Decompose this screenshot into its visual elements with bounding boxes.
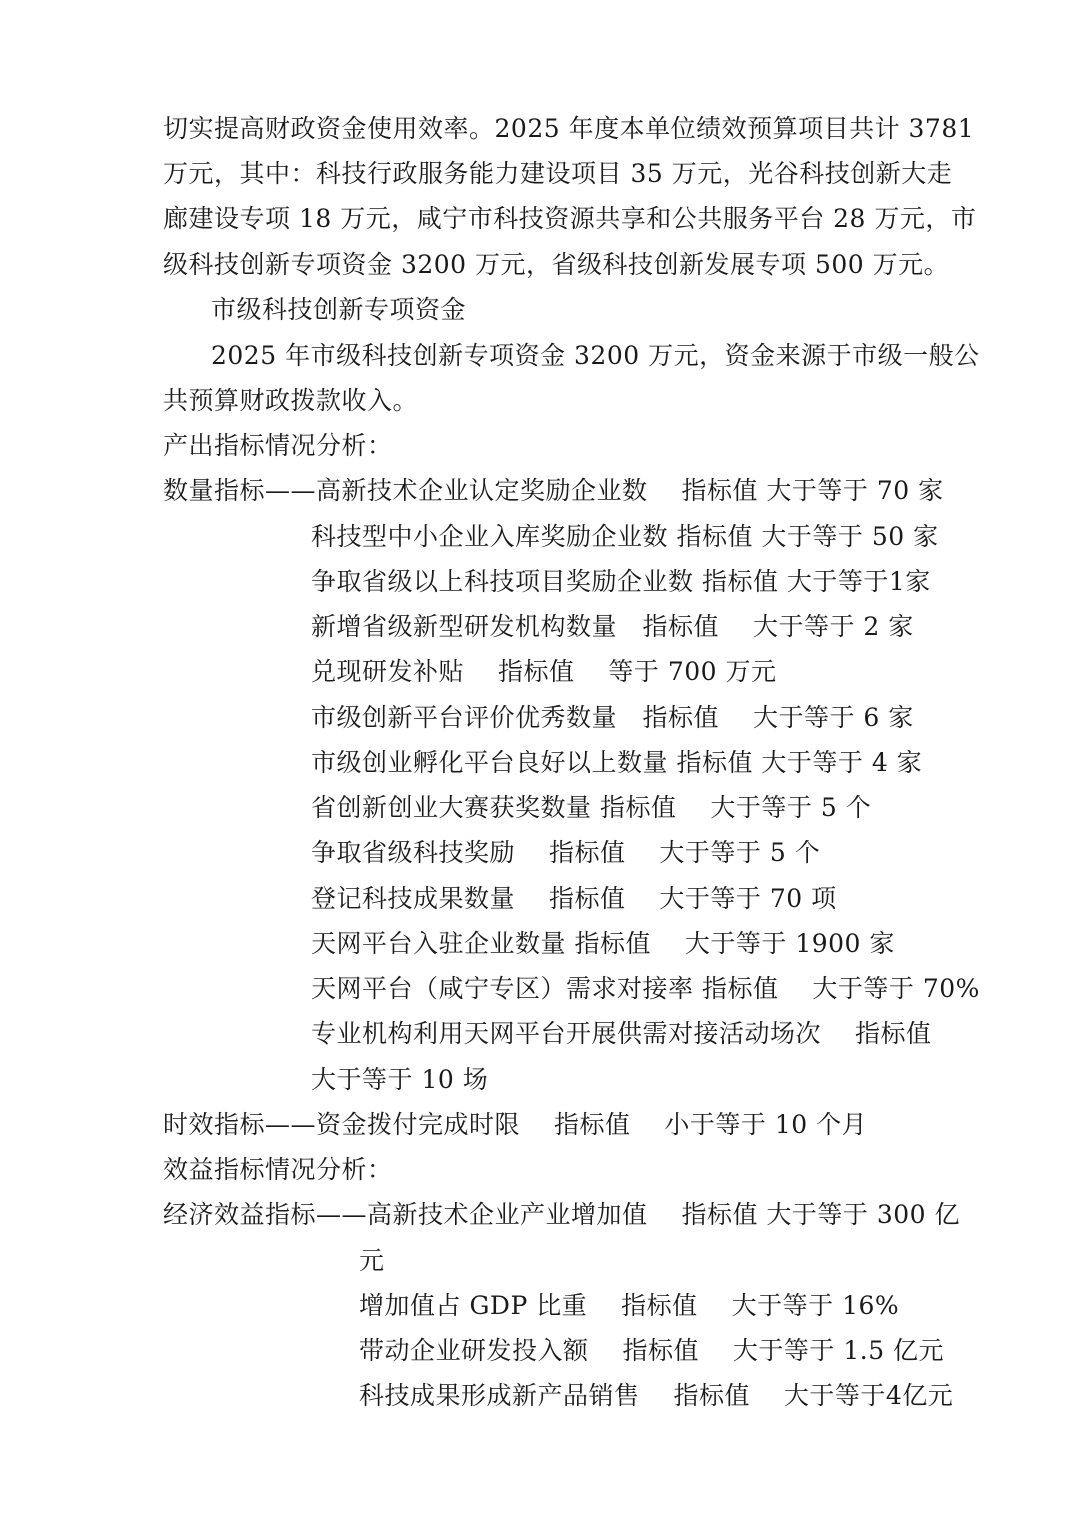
quantity-indicator-row: 新增省级新型研发机构数量 指标值 大于等于 2 家: [311, 612, 914, 641]
economic-indicator-row: 元: [359, 1246, 385, 1275]
intro-line-2: 万元，其中：科技行政服务能力建设项目 35 万元，光谷科技创新大走: [163, 159, 953, 188]
timeliness-indicator-row: 时效指标——资金拨付完成时限 指标值 小于等于 10 个月: [163, 1110, 868, 1139]
quantity-indicator-row: 数量指标——高新技术企业认定奖励企业数 指标值 大于等于 70 家: [163, 476, 944, 505]
quantity-indicator-row: 大于等于 10 场: [311, 1065, 489, 1094]
intro-line-3: 廊建设专项 18 万元，咸宁市科技资源共享和公共服务平台 28 万元，市: [163, 204, 977, 233]
quantity-indicator-row: 市级创新平台评价优秀数量 指标值 大于等于 6 家: [311, 703, 914, 732]
economic-indicator-row: 增加值占 GDP 比重 指标值 大于等于 16%: [359, 1291, 900, 1320]
economic-indicator-row: 经济效益指标——高新技术企业产业增加值 指标值 大于等于 300 亿: [163, 1200, 961, 1229]
quantity-indicator-row: 专业机构利用天网平台开展供需对接活动场次 指标值: [311, 1019, 932, 1048]
intro-line-4: 级科技创新专项资金 3200 万元，省级科技创新发展专项 500 万元。: [163, 250, 950, 279]
quantity-indicator-row: 争取省级科技奖励 指标值 大于等于 5 个: [311, 838, 821, 867]
section-desc-line-1: 2025 年市级科技创新专项资金 3200 万元，资金来源于市级一般公: [211, 341, 980, 370]
quantity-indicator-row: 兑现研发补贴 指标值 等于 700 万元: [311, 657, 777, 686]
economic-indicator-row: 带动企业研发投入额 指标值 大于等于 1.5 亿元: [359, 1336, 945, 1365]
section-title: 市级科技创新专项资金: [211, 295, 467, 324]
quantity-indicator-row: 省创新创业大赛获奖数量 指标值 大于等于 5 个: [311, 793, 872, 822]
quantity-indicator-row: 科技型中小企业入库奖励企业数 指标值 大于等于 50 家: [311, 522, 939, 551]
quantity-indicator-row: 登记科技成果数量 指标值 大于等于 70 项: [311, 884, 837, 913]
section-desc-line-2: 共预算财政拨款收入。: [163, 386, 419, 415]
benefit-heading: 效益指标情况分析：: [163, 1155, 393, 1184]
quantity-indicator-row: 天网平台入驻企业数量 指标值 大于等于 1900 家: [311, 929, 895, 958]
quantity-indicator-row: 市级创业孵化平台良好以上数量 指标值 大于等于 4 家: [311, 748, 923, 777]
intro-line-1: 切实提高财政资金使用效率。2025 年度本单位绩效预算项目共计 3781: [163, 114, 975, 143]
output-heading: 产出指标情况分析：: [163, 431, 393, 460]
economic-indicator-row: 科技成果形成新产品销售 指标值 大于等于4亿元: [359, 1381, 954, 1410]
quantity-indicator-row: 天网平台（咸宁专区）需求对接率 指标值 大于等于 70%: [311, 974, 980, 1003]
quantity-indicator-row: 争取省级以上科技项目奖励企业数 指标值 大于等于1家: [311, 567, 931, 596]
